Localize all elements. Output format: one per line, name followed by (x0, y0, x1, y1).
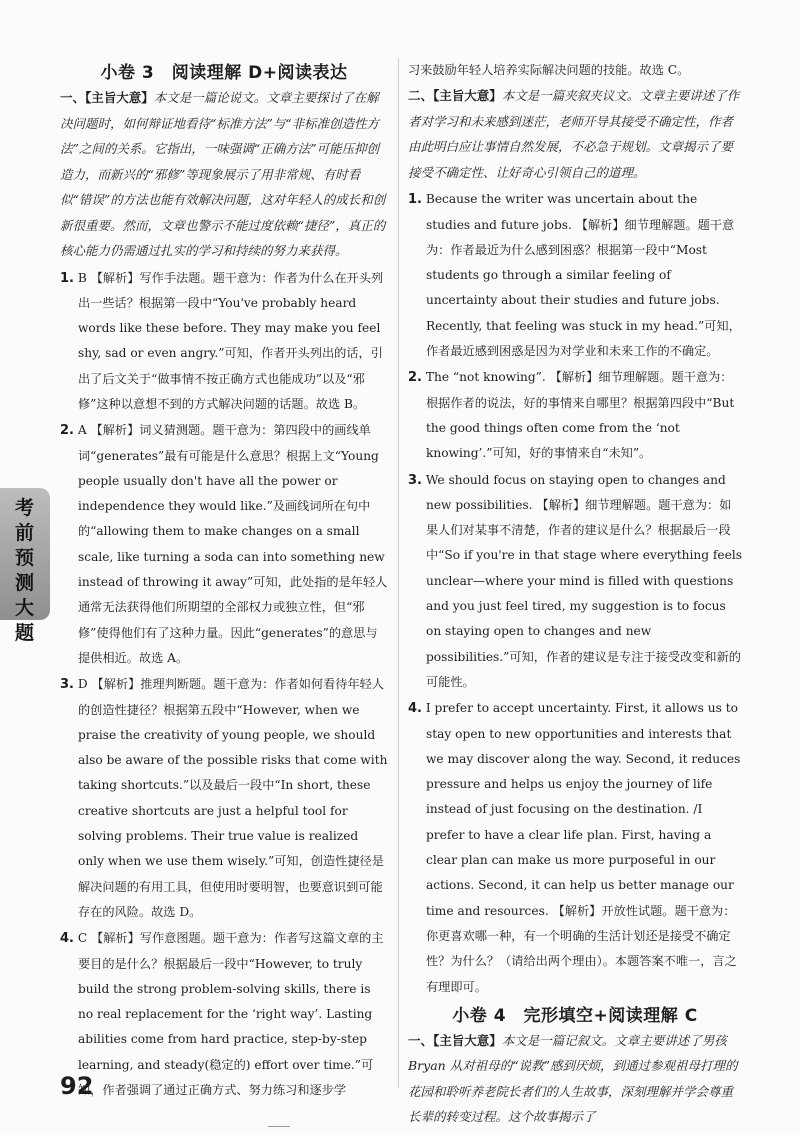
answer-item (60, 926, 388, 1103)
answer-item (408, 468, 742, 696)
section-title-3: 小卷 3 阅读理解 D+阅读表达 (100, 63, 348, 83)
section-title-4: 小卷 4 完形填空+阅读理解 C (452, 1005, 698, 1026)
answer-text: We should focus on staying open to changes and new possibilities. 【解析】细节理解题。题干意为：如果人们对某事不清楚，作者的建议是什么？根据最后一段中“So if you're in that stage where everything feels unclear—where your mind is filled with questions and you just feel tired, my suggestion is to focus on staying open to changes and new possibilities.”可知，作者的建议是专注于接受改变和新的可能性。 (425, 472, 742, 689)
bottom-mark (268, 1126, 290, 1127)
summary-paragraph (408, 83, 742, 185)
answer-item (408, 187, 742, 364)
answer-text: Because the writer was uncertain about the studies and future jobs. 【解析】细节理解题。题干意为：作者最近为什么感到困惑？根据第一段中“Most students go through a similar feeling of uncertainty about their studies and future jobs. Recently, that feeling was stuck in my head.”可知，作者最近感到困惑是因为对学业和未来工作的不确定。 (425, 192, 741, 359)
side-tab-label: 考前预测大题 (15, 497, 35, 644)
summary-label: 一、【主旨大意】 (60, 90, 154, 105)
answer-text: C 【解析】写作意图题。题干意为：作者写这篇文章的主要目的是什么？根据最后一段中“However, to truly build the strong problem-solving skills, there is no real replacement for the ‘right way’. Lasting abilities come from hard practice, step-by-step learning, and steady(稳定的) effort over time.”可知，作者强调了通过正确方式、努力练习和逐步学 (77, 931, 384, 1097)
side-tab (0, 488, 50, 644)
answer-text: B 【解析】写作手法题。题干意为：作者为什么在开头列出一些话？根据第一段中“You've probably heard words like these before. They may make you feel shy, sad or even angry.”可知，作者开头列出的话，引出了后文关于“做事情不按正确方式也能成功”以及“邪修”这种以意想不到的方式解决问题的话题。故选 B。 (77, 270, 384, 411)
summary-label: 一、【主旨大意】 (408, 1032, 502, 1048)
summary-paragraph (60, 85, 388, 264)
summary-label: 二、【主旨大意】 (408, 88, 502, 104)
answer-text: A 【解析】词义猜测题。题干意为：第四段中的画线单词“generates”最有可能是什么意思？根据上文“Young people usually don't have all the power or independence they would like.”及画线词所在句中的“allowing them to make changes on a small scale, like turning a soda can into something new instead of throwing it away”可知，此处指的是年轻人通常无法获得他们所期望的全部权力或独立性，但“邪修”使得他们有了这种力量。因此“generates”的意思与提供相近。故选 A。 (77, 423, 388, 665)
answer-text: The “not knowing”. 【解析】细节理解题。题干意为：根据作者的说法，好的事情来自哪里？根据第四段中“But the good things often come from the ‘not knowing’.”可知，好的事情来自“未知”。 (425, 370, 735, 461)
summary-text: 本文是一篇记叙文。文章主要讲述了男孩 Bryan 从对祖母的“说教”感到厌烦，到通过参观祖母打理的花园和聆听养老院长者们的人生故事，深刻理解并学会尊重长辈的转变过程。这个故事揭示了 (408, 1032, 738, 1125)
answer-text: I prefer to accept uncertainty. First, it allows us to stay open to new opportunities and interests that we may discover along the way. Second, it reduces pressure and helps us enjoy the journey of life instead of just focusing on the destination. /I prefer to have a clear life plan. First, having a clear plan can make us more purposeful in our actions. Second, it can help us better manage our time and resources. 【解析】开放性试题。题干意为：你更喜欢哪一种，有一个明确的生活计划还是接受不确定性？为什么？（请给出两个理由）。本题答案不唯一，言之有理即可。 (425, 701, 741, 994)
answer-item (60, 672, 388, 925)
answer-text: D 【解析】推理判断题。题干意为：作者如何看待年轻人的创造性捷径？根据第五段中“However, when we praise the creativity of young people, we should also be aware of the possible risks that come with taking shortcuts.”以及最后一段中“In short, these creative shortcuts are just a helpful tool for solving problems. Their true value is realized only when we use them wisely.”可知，创造性捷径是解决问题的有用工具，但使用时要明智，也要意识到可能存在的风险。故选 D。 (77, 677, 388, 919)
answer-number: 3. (60, 677, 74, 693)
answer-number: 1. (408, 192, 422, 208)
summary-text: 本文是一篇论说文。文章主要探讨了在解决问题时，如何辩证地看待“标准方法”与“非标准创造性方法”之间的关系。它指出，一味强调“正确方法”可能压抑创造力，而新兴的“邪修”等现象展示了用非常规、有时看似“错误”的方法也能有效解决问题，这对年轻人的成长和创新很重要。然而，文章也警示不能过度依赖“捷径”，真正的核心能力仍需通过扎实的学习和持续的努力来获得。 (60, 90, 386, 258)
continued-text: 习来鼓励年轻人培养实际解决问题的技能。故选 C。 (408, 63, 690, 77)
answer-item (408, 365, 742, 466)
right-column (408, 58, 742, 1132)
answer-item (408, 696, 742, 1000)
left-column (60, 58, 388, 1104)
summary-text: 本文是一篇夹叙夹议文。文章主要讲述了作者对学习和未来感到迷茫，老师开导其接受不确定性，作者由此明白应让事情自然发展，不必急于规划。文章揭示了要接受不确定性、让好奇心引领自己的道理。 (408, 88, 740, 180)
answer-number: 1. (60, 270, 74, 286)
answer-number: 4. (60, 931, 74, 947)
answer-number: 2. (60, 423, 74, 439)
column-divider (398, 58, 399, 1088)
summary-paragraph (408, 1028, 742, 1130)
page-number: 92 (60, 1072, 94, 1100)
answer-number: 3. (408, 472, 422, 488)
answer-number: 4. (408, 701, 422, 717)
answer-item (60, 266, 388, 418)
answer-number: 2. (408, 370, 422, 386)
answer-item (60, 418, 388, 671)
